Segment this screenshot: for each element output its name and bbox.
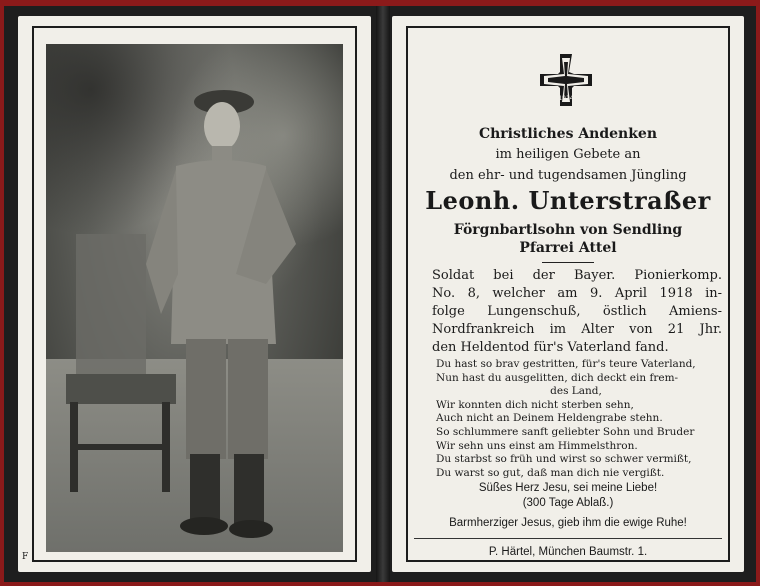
indulgence-note: (300 Tage Ablaß.) (522, 497, 614, 509)
paragraph-line: Soldat bei der Bayer. Pionierkomp. (432, 268, 722, 283)
soldier-photo (46, 44, 343, 552)
prayer-sacred-heart: Süßes Herz Jesu, sei meine Liebe! (478, 482, 658, 494)
verse-line: So schlummere sanft geliebter Sohn und Bruder (436, 425, 695, 438)
death-paragraph (432, 267, 722, 357)
bottom-divider (414, 538, 722, 539)
memorial-card (4, 6, 756, 582)
divider (542, 262, 594, 263)
iron-cross-icon (538, 52, 594, 108)
verse-line: Wir konnten dich nicht sterben sehn, (436, 398, 634, 411)
corner-mark: F (22, 552, 29, 562)
prayer-eternal-rest: Barmherziger Jesus, gieb ihm die ewige Ruhe! (449, 517, 687, 529)
memorial-verse (436, 358, 716, 480)
paragraph-line: No. 8, welcher am 9. April 1918 in- (432, 286, 722, 301)
verse-line: Du hast so brav gestritten, für's teure Vaterland, (436, 358, 696, 370)
soldier-figure (116, 74, 306, 544)
cross-year: 1914 (558, 95, 574, 102)
paragraph-line: folge Lungenschuß, östlich Amiens- (432, 304, 722, 319)
intro-line-2: den ehr- und tugendsamen Jüngling (449, 168, 687, 183)
verse-line: des Land, (550, 385, 602, 398)
verse-line: Du starbst so früh und wirst so schwer vermißt, (436, 453, 692, 466)
subtitle-origin: Förgnbartlsohn von Sendling (453, 222, 683, 238)
heading: Christliches Andenken (478, 126, 658, 142)
paragraph-line: den Heldentod für's Vaterland fand. (432, 340, 669, 355)
paragraph-line: Nordfrankreich im Alter von 21 Jhr. (432, 322, 722, 337)
card-fold (376, 6, 390, 582)
left-panel (18, 16, 371, 572)
verse-line: Wir sehn uns einst am Himmelsthron. (436, 439, 638, 452)
intro-line-1: im heiligen Gebete an (495, 147, 641, 162)
deceased-name: Leonh. Unterstraßer (425, 186, 711, 215)
verse-line: Du warst so gut, daß man dich nie vergißt. (436, 466, 665, 479)
right-panel (392, 16, 744, 572)
verse-line: Auch nicht an Deinem Heldengrabe stehn. (436, 412, 663, 425)
verse-line: Nun hast du ausgelitten, dich deckt ein frem- (436, 371, 679, 384)
subtitle-parish: Pfarrei Attel (519, 240, 617, 256)
printer-imprint: P. Härtel, München Baumstr. 1. (488, 546, 648, 558)
